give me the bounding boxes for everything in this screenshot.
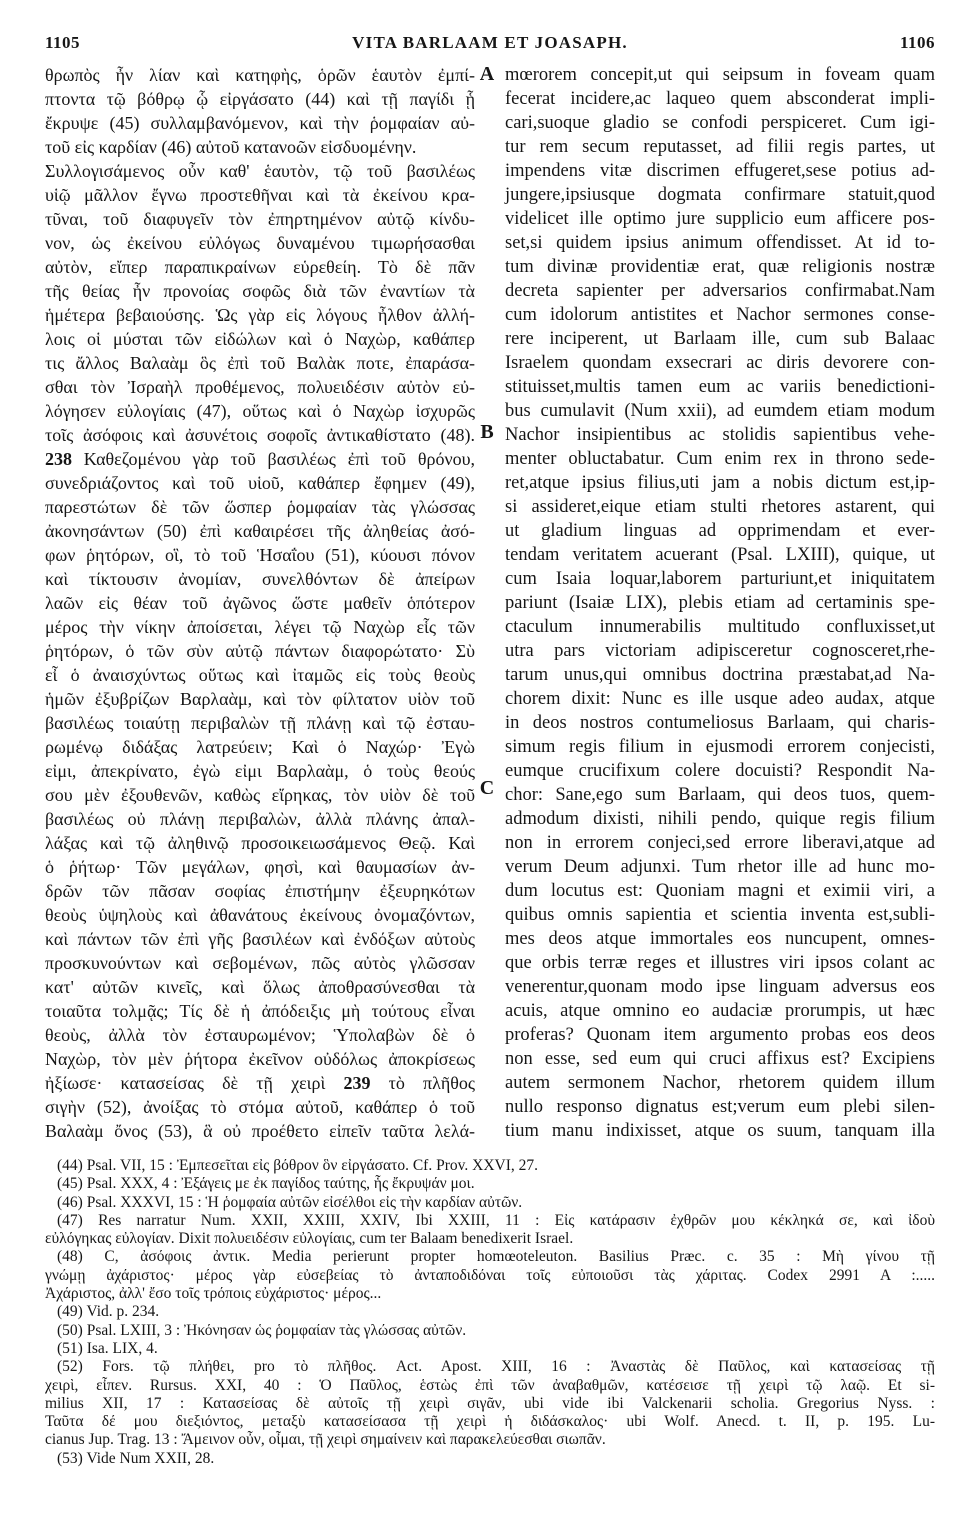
greek-line: βασιλέως τοιαύτῃ περιβαλὼν τῇ πλάνῃ καὶ τῷ ἐσταυ- <box>45 713 475 733</box>
greek-line: ἡμέτερα βεβαιούσης. Ὡς γὰρ εἰς λόγους ἦλθον ἀλλή- <box>45 305 475 325</box>
latin-line: proferas? Quonam item argumento probas eos deos <box>505 1025 935 1045</box>
footnote-number: (52) <box>57 1358 83 1376</box>
footnote-line: γνώμῃ ἀχάριστος· μέρος γὰρ εὐσεβείας τὸ ἀνταποδιδόναι τοῖς εὐποιοῦσι τὰς χάριτας. Codex 2991 A :..... <box>45 1266 935 1284</box>
greek-line <box>45 1071 475 1095</box>
latin-line: Israelem quondam exsecrari ac diris devorere con- <box>505 353 935 373</box>
latin-line: autem sermonem Nachor, rhetorem quidem illum <box>505 1073 935 1093</box>
latin-line: utra pars victoriam adipisceretur cognosceret,rhe- <box>505 641 935 661</box>
margin-letter-c: C <box>479 777 495 799</box>
latin-line: tur rem secum reputasset, ad filii regis partes, ut <box>505 137 935 157</box>
latin-line: mes deos atque immortales eos nuncupent, omnes- <box>505 929 935 949</box>
latin-line: verum Deum adjunxi. Tum rhetor ille ad hunc mo- <box>505 857 935 877</box>
greek-line: καὶ τίκτουσιν ἀνομίαν, συνελθόντων δὲ ἀπείρων <box>45 569 475 589</box>
latin-line: mœrorem concepit,ut qui seipsum in foveam quam <box>505 65 935 85</box>
footnote-line <box>45 1248 935 1266</box>
latin-line: stituisset,multis tamen eum ac variis benedictioni- <box>505 377 935 397</box>
greek-line: τοιαῦτα τολμᾷς; Τίς δὲ ἡ ἀπόδειξις μὴ τούτους εἶναι <box>45 1001 475 1021</box>
latin-line: venerentur,quonam modo ipse linguam adversus eos <box>505 977 935 997</box>
footnote-line <box>45 1340 935 1358</box>
greek-line: εἶ ὁ ἀναισχύντως οὕτως καὶ ἰταμῶς εἰς τοὺς θεοὺς <box>45 665 475 685</box>
footnote-line <box>45 1303 935 1321</box>
footnote-text: Psal. VII, 15 : Ἐμπεσεῖται εἰς βόθρον ὃν εἰργάσατο. Cf. Prov. XXVI, 27. <box>86 1157 538 1174</box>
greek-line: νον, ὡς ἐκείνου εὐλόγως δυναμένου τιμωρήσασθαι <box>45 233 475 253</box>
greek-line: ἔκρυψε (45) συλλαμβανόμενον, καὶ τὴν ῥομφαίαν αὐ- <box>45 113 475 133</box>
footnote-line <box>45 1450 935 1468</box>
greek-line: λαῶν εἰς θέαν τοῦ ἀγῶνος ὥστε μαθεῖν ὁπότερον <box>45 593 475 613</box>
greek-line: Βαλαὰμ ὄνος (53), ἃ οὐ προέθετο εἰπεῖν ταῦτα λελά- <box>45 1121 475 1141</box>
footnote <box>45 1157 935 1175</box>
latin-line: jungere,ipsiusque dogmata confirmare statuit,quod <box>505 185 935 205</box>
footnote-number: (48) <box>57 1248 83 1266</box>
greek-line: εἰμι, ἀπεκρίνατο, ἐγὼ εἰμι Βαρλαὰμ, ὁ τοὺς θεούς <box>45 761 475 781</box>
footnote-text: Isa. LIX, 4. <box>86 1339 158 1357</box>
latin-line: non in errorem conjeci,sed errore liberavi,atque ad <box>505 833 935 853</box>
footnote-line <box>45 1175 935 1193</box>
footnote-line: εὐλόγηκας εὐλογίαν. Dixit πολυειδέσιν εὐλογίαις, cum ter Balaam benedixerit Israel. <box>45 1230 574 1248</box>
latin-line: bus cumulavit (Num xxii), ad eumdem etiam modum <box>505 401 935 421</box>
greek-line: ῥητόρων, ὁ τῶν σὺν αὐτῷ πάντων διαφορώτατο· Σὺ <box>45 641 475 661</box>
greek-line: ἀκονησάντων (50) ἐπὶ καθαιρέσει τῆς ἀληθείας ἀσό- <box>45 521 475 541</box>
running-title: VITA BARLAAM ET JOASAPH. <box>352 33 628 52</box>
greek-line: καὶ πάντων τῶν ἐπὶ γῆς βασιλέων καὶ ἐνδόξων αὐτοὺς <box>45 929 475 949</box>
footnote-number: (47) <box>57 1211 83 1229</box>
footnote-line <box>45 1194 935 1212</box>
latin-line: Nachor insipientibus ac stolidis sapientibus vehe- <box>505 425 935 445</box>
footnote-line: cianus Jup. Trag. 13 : Ἄμεινον οὖν, οἶμαι, τῇ χειρὶ σημαίνειν καὶ παρακελεύεσθαι σιωπᾶν. <box>45 1431 606 1449</box>
footnote <box>45 1248 935 1303</box>
greek-line: παρεστώτων δὲ τῶν ὥσπερ ῥομφαίαν τὰς γλώσσας <box>45 497 475 517</box>
latin-line: si assideret,eique etiam stulti rhetores astarent, qui <box>505 497 935 517</box>
footnote-line: Ἀχάριστος, ἀλλ' ἔσο τοῖς τρόποις εὐχάριστος· μέρος... <box>45 1285 382 1303</box>
greek-line: τῦναι, τοῦ διαφυγεῖν τὸν ἐπηρτημένον αὐτῷ κίνδυ- <box>45 209 475 229</box>
latin-text-column <box>505 63 935 1143</box>
running-header <box>45 33 935 59</box>
greek-line: σθαι τὸν Ἰσραὴλ προθέμενος, πολυειδέσιν αὐτὸν εὐ- <box>45 377 475 397</box>
greek-line: ἡμῶν ἐξυβρίζων Βαρλαὰμ, καὶ τὸν φίλτατον υἱὸν τοῦ <box>45 689 475 709</box>
latin-line: simum regis filium in ejusmodi errorem conjecisti, <box>505 737 935 757</box>
greek-line-text: τὸ πλῆθος <box>388 1073 476 1093</box>
latin-line: decreta sapienter per adversarios confirmabat.Nam <box>505 281 935 301</box>
footnote-text: Vid. p. 234. <box>86 1303 160 1321</box>
footnote-line: milius XII, 17 : Κατασείσας δὲ αὐτοῖς τῇ χειρὶ σιγᾶν, ubi vide ibi Valckenarii scholia. Gregorius Nyss. : <box>45 1394 935 1412</box>
greek-line: λοις οἱ μύσται τῶν εἰδώλων καὶ ὁ Ναχὼρ, καθάπερ <box>45 329 475 349</box>
greek-line: τοῖς ἀσόφοις καὶ ἀσυνέτοις σοφοῖς ἀντικαθίστατο (48). <box>45 425 475 445</box>
greek-line: τις ἄλλος Βαλαὰμ ὃς ἐπὶ τοῦ Βαλὰκ ποτε, ἐπαράσα- <box>45 353 475 373</box>
footnote <box>45 1194 935 1212</box>
latin-line: dum locutus est: Quoniam magni et eximii viri, a <box>505 881 935 901</box>
greek-line: λάξας καὶ τῷ ἀληθινῷ προσοικειωσάμενος Θεῷ. Καὶ <box>45 833 475 853</box>
footnote <box>45 1358 935 1449</box>
footnotes <box>45 1157 935 1468</box>
latin-line: quibus omnis sapientia et scientia inventa est,subli- <box>505 905 935 925</box>
greek-line: υἱῷ μᾶλλον ἔγνω προστεθῆναι καὶ τὰ ἐκείνου κρα- <box>45 185 475 205</box>
footnote-number: (50) <box>57 1321 83 1339</box>
footnote-line: Ταῦτα δέ μου διεξιόντος, μεταξὺ κατασείσασα τῇ χειρὶ ἡ διδάσκαλος· ubi Wolf. Anecd. t. II, p. 195. Lu- <box>45 1413 935 1431</box>
latin-line: tarum unus,qui omnibus doctrina præstabat,ad Na- <box>505 665 935 685</box>
latin-line: tium manu indixisset, atque os suum, tanquam illa <box>505 1121 935 1141</box>
greek-line: προσκυνούντων καὶ σεβομένων, πῶς αὐτὸς γλῶσσαν <box>45 953 475 973</box>
greek-line: φων ῥητόρων, οἳ, τὸ τοῦ Ἡσαΐου (51), κύουσι πόνον <box>45 545 475 565</box>
greek-line: κατ' αὐτῶν κινεῖς, καὶ ὅλως ἀποθρασύνεσθαι τὰ <box>45 977 475 997</box>
greek-line: αὐτὸν, εἴπερ παραπικραίνων εὑρεθείη. Τὸ δὲ πᾶν <box>45 257 475 277</box>
footnote <box>45 1303 935 1321</box>
latin-line: ret,atque ipsius filius,uti jam a nobis dictum est,ip- <box>505 473 935 493</box>
latin-line: tendam veritatem acuerant (Psal. LXIII), quique, ut <box>505 545 935 565</box>
column-number-marker: 239 <box>343 1073 371 1093</box>
greek-line: σιγὴν (52), ἀνοίξας τὸ στόμα αὐτοῦ, καθάπερ ὁ τοῦ <box>45 1097 475 1117</box>
greek-line: συνεδριάζοντος καὶ τοῦ υἱοῦ, καθάπερ ἔφημεν (49), <box>45 473 475 493</box>
latin-line: ctaculum innumerabilis multitudo confluxisset,ut <box>505 617 935 637</box>
footnote-number: (51) <box>57 1339 83 1357</box>
footnote-text: Psal. XXXVI, 15 : Ἡ ῥομφαία αὐτῶν εἰσέλθοι εἰς τὴν καρδίαν αὐτῶν. <box>86 1193 523 1211</box>
footnote-text: Psal. LXIII, 3 : Ἠκόνησαν ὡς ῥομφαίαν τὰς γλώσσας αὐτῶν. <box>86 1321 467 1339</box>
footnote-number: (46) <box>57 1193 83 1211</box>
footnote-number: (45) <box>57 1175 83 1193</box>
greek-text-column <box>45 63 475 1143</box>
latin-line: chor: Sane,ego sum Barlaam, qui deos tuos, quem- <box>505 785 935 805</box>
latin-line: videlicet ille optimo jure supplicio eum afficere pos- <box>505 209 935 229</box>
footnote-text: Psal. XXX, 4 : Ἐξάγεις με ἐκ παγίδος ταύτης, ἧς ἔκρυψάν μοι. <box>86 1175 475 1193</box>
footnote-text: Vide Num XXII, 28. <box>86 1449 215 1467</box>
footnote <box>45 1212 935 1249</box>
footnote-text: Res narratur Num. XXII, XXIII, XXIV, Ibi XXIII, 11 : Εἰς κατάρασιν ἐχθρῶν μου κέκληκά σε, καὶ ἰδοὺ <box>98 1211 936 1229</box>
footnote <box>45 1322 935 1340</box>
latin-line: admodum dixisti, nihili pendo, quique regis filium <box>505 809 935 829</box>
latin-line: cum Isaia loquar,laborem parturiunt,et iniquitatem <box>505 569 935 589</box>
footnote-text: Fors. τῷ πλήθει, pro τὸ πλῆθος. Act. Apost. XIII, 16 : Ἀναστὰς δὲ Παῦλος, καὶ κατασείσας τῇ <box>102 1358 935 1376</box>
greek-line-text: ἠξίωσε· κατασείσας δὲ τῇ χειρὶ <box>45 1073 326 1093</box>
latin-line: rere inciperent, ut Barlaam ille, cum sub Balaac <box>505 329 935 349</box>
greek-line: πτοντα τῷ βόθρῳ ᾧ εἰργάσατο (44) καὶ τῇ παγίδι ᾗ <box>45 89 475 109</box>
latin-line: pariunt (Isaiæ LIX), plebis etiam ad certaminis spe- <box>505 593 935 613</box>
greek-line: τῆς θείας ἦν προνοίας σοφῶς διὰ τῶν ἐναντίων τὰ <box>45 281 475 301</box>
footnote-line <box>45 1212 935 1230</box>
greek-line: λόγησεν εὐλογίαις (47), οὕτως καὶ ὁ Ναχὼρ ἰσχυρῶς <box>45 401 475 421</box>
greek-line: θεοὺς, ἀλλὰ τὸν ἐσταυρωμένον; Ὑπολαβὼν δὲ ὁ <box>45 1025 475 1045</box>
greek-line: δρῶν τῶν πᾶσαν σοφίας ἐπιστήμην ἐξευρηκότων <box>45 881 475 901</box>
footnote-number: (44) <box>57 1157 83 1174</box>
latin-line: non esse, sed eum qui cruci affixus est? Excipiens <box>505 1049 935 1069</box>
latin-line: que orbis terræ reges et illustres viri ipsos colant ac <box>505 953 935 973</box>
footnote-text: C, ἀσόφοις ἀντικ. Media perierunt propter homœoteleuton. Basilius Præc. c. 35 : Μὴ γίνου τῇ <box>104 1248 936 1266</box>
latin-line: acuis, atque omnino eo audaciæ prorumpis, ut hæc <box>505 1001 935 1021</box>
column-number-marker: 238 <box>45 449 72 469</box>
latin-line: ut gladium linguas ad opprimendam et ever- <box>505 521 935 541</box>
footnote-line <box>45 1358 935 1376</box>
greek-line: Συλλογισάμενος οὖν καθ' ἑαυτὸν, τῷ τοῦ βασιλέως <box>45 161 475 181</box>
latin-line: cari,suoque gladio se confodi perspiceret. Cum igi- <box>505 113 935 133</box>
latin-line: fecerat incidere,ac laqueo quem absconderat impli- <box>505 89 935 109</box>
footnote-number: (53) <box>57 1449 83 1467</box>
footnote <box>45 1340 935 1358</box>
column-number-left: 1105 <box>45 33 81 52</box>
latin-line: in deos nostros contumeliosus Barlaam, qui charis- <box>505 713 935 733</box>
greek-line-text: Καθεζομένου γὰρ τοῦ βασιλέως ἐπὶ τοῦ θρόνου, <box>83 449 476 469</box>
greek-line: σου μὲν ἐξουθενῶν, καθὼς εἴρηκας, τὸν υἱὸν δὲ τοῦ <box>45 785 475 805</box>
greek-line: ὁ ῥήτωρ· Τῶν μεγάλων, φησὶ, καὶ θαυμασίων ἀν- <box>45 857 475 877</box>
greek-line: τοῦ εἰς καρδίαν (46) αὐτοῦ κατανοῶν εἰσδυομένην. <box>45 137 417 157</box>
latin-line: chorem dixit: Nunc es ille usque adeo audax, atque <box>505 689 935 709</box>
greek-line: θρωπὸς ἦν λίαν καὶ κατηφὴς, ὁρῶν ἑαυτὸν ἐμπί- <box>45 65 475 85</box>
latin-line: menter obluctabatur. Cum enim rex in throno sede- <box>505 449 935 469</box>
footnote <box>45 1175 935 1193</box>
column-number-right: 1106 <box>899 33 935 52</box>
greek-line: βασιλέως οὐ πλάνῃ περιβαλὼν, ἀλλὰ πλάνης ἀπαλ- <box>45 809 475 829</box>
margin-letter-a: A <box>479 63 495 85</box>
greek-line: μέρος τὴν νίκην ἀποίσεται, λέγει τῷ Ναχὼρ εἷς τῶν <box>45 617 475 637</box>
latin-line: impendens vitæ discrimen effugeret,sese potius ad- <box>505 161 935 181</box>
footnote-line <box>45 1157 935 1175</box>
footnote-line <box>45 1322 935 1340</box>
latin-line: cum idolorum antistites et Nachor sermones conse- <box>505 305 935 325</box>
footnote <box>45 1450 935 1468</box>
latin-line: eumque crucifixum colere docuisti? Respondit Na- <box>505 761 935 781</box>
footnote-line: χειρὶ, εἶπεν. Rursus. XXI, 40 : Ὁ Παῦλος, ἑστὼς ἐπὶ τῶν ἀναβαθμῶν, κατέσεισε τῇ χειρὶ τῷ λαῷ. Et si- <box>45 1376 935 1394</box>
greek-line: Ναχὼρ, τὸν μὲν ῥήτορα ἐκεῖνον οὐδόλως ἀποκρίσεως <box>45 1049 475 1069</box>
greek-line: θεοὺς ὑψηλοὺς καὶ ἀθανάτους ἐκείνους ὀνομαζόντων, <box>45 905 475 925</box>
latin-line: tum divinæ providentiæ erat, quæ religionis nostræ <box>505 257 935 277</box>
greek-line <box>45 447 475 471</box>
latin-line: set,si quidem ipsius animum offendisset. At id to- <box>505 233 935 253</box>
margin-letter-b: B <box>480 421 494 443</box>
latin-line: nullo responso dignatus est;verum eum plebi silen- <box>505 1097 935 1117</box>
greek-line: ρωμένῳ διδάξας λατρεύειν; Καὶ ὁ Ναχώρ· Ἐγὼ <box>45 737 475 757</box>
footnote-number: (49) <box>57 1303 83 1321</box>
